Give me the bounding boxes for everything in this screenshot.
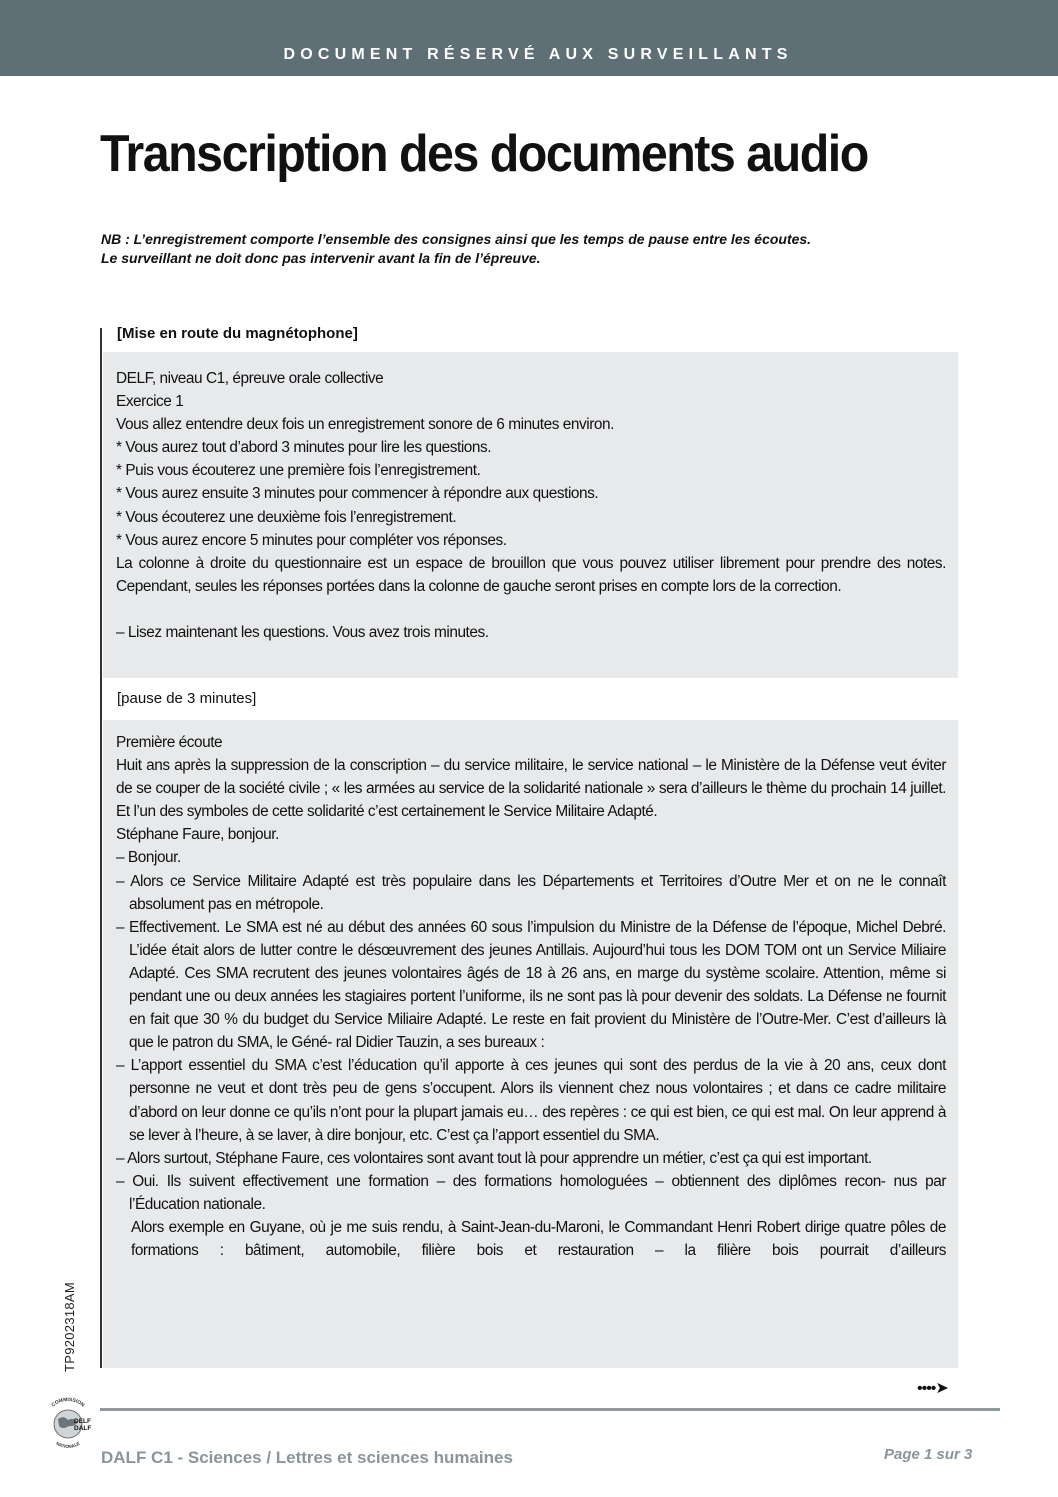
- left-vertical-rule: [100, 328, 102, 1368]
- banner-text: DOCUMENT RÉSERVÉ AUX SURVEILLANTS: [283, 46, 793, 63]
- logo-text-bottom: NATIONALE: [55, 1440, 81, 1450]
- instructions-line: Exercice 1: [116, 393, 184, 411]
- transcript-heading: Première écoute: [116, 734, 223, 751]
- top-banner: [0, 0, 1058, 76]
- page-title: Transcription des documents audio: [100, 125, 868, 183]
- transcript-turn: – Alors ce Service Militaire Adapté est très populaire dans les Départements et Territoires d’Outre Mer et on ne le connaît absolument pas en métropole.: [116, 872, 946, 913]
- svg-text:NATIONALE: [55, 1441, 80, 1449]
- transcript-text: [116, 731, 946, 1262]
- nb-note: [101, 230, 961, 268]
- nb-line-2: Le surveillant ne doit donc pas intervenir avant la fin de l’épreuve.: [101, 250, 541, 266]
- transcript-turn: – Effectivement. Le SMA est né au début des années 60 sous l’impulsion du Ministre de la Défense de l’époque, Michel Debré. L’idée était alors de lutter contre le désœuvrement des jeunes Antillais. Aujourd’hui tous les DOM TOM ont un Service Miliaire Adapté. Ces SMA recrutent des jeunes volontaires âgés de 18 à 26 ans, en marge du système scolaire. Attention, même si pendant une ou deux années les stagiaires portent l’uniforme, ils ne sont pas là pour devenir des soldats. La Défense ne fournit en fait que 30 % du budget du Service Miliaire Adapté. Le reste en fait provient du Ministère de l’Outre-Mer. C’est d’ailleurs là que le patron du SMA, le Géné- ral Didier Tauzin, a ses bureaux :: [116, 918, 946, 1052]
- instructions-line: * Vous aurez tout d’abord 3 minutes pour lire les questions.: [116, 439, 492, 457]
- delf-dalf-logo: [38, 1393, 98, 1453]
- transcript-greeting: Stéphane Faure, bonjour.: [116, 826, 279, 844]
- instructions-line: * Vous écouterez une deuxième fois l’enregistrement.: [116, 508, 457, 526]
- logo-text-delf: DELF: [74, 1418, 91, 1425]
- footer-page-number: Page 1 sur 3: [884, 1446, 973, 1463]
- footer-exam-title: DALF C1 - Sciences / Lettres et sciences humaines: [101, 1448, 513, 1467]
- instructions-line: * Vous aurez encore 5 minutes pour compléter vos réponses.: [116, 531, 507, 549]
- svg-text:COMMISSION: [50, 1397, 85, 1409]
- instructions-line: DELF, niveau C1, épreuve orale collective: [116, 370, 384, 387]
- stage-direction-pause: [pause de 3 minutes]: [117, 690, 257, 707]
- transcript-turn: – Bonjour.: [116, 849, 181, 867]
- instructions-box: [103, 352, 958, 678]
- instructions-read-now: – Lisez maintenant les questions. Vous avez trois minutes.: [116, 624, 489, 642]
- instructions-text: [116, 367, 946, 644]
- nb-line-1: NB : L’enregistrement comporte l’ensemble des consignes ainsi que les temps de pause entre les écoutes.: [101, 231, 812, 247]
- instructions-line: Vous allez entendre deux fois un enregistrement sonore de 6 minutes environ.: [116, 416, 614, 434]
- next-page-arrow-icon: ••••➤: [917, 1380, 948, 1397]
- logo-text-top: COMMISSION: [50, 1396, 86, 1409]
- transcript-turn: – L’apport essentiel du SMA c’est l’éducation qu’il apporte à ces jeunes qui sont des perdus de la vie à 20 ans, ceux dont personne ne veut et dont très peu de gens s’occupent. Alors ils viennent chez nous volontaires ; et dans ce cadre militaire d’abord on leur donne ce qu’ils n’ont pour la plupart jamais eu… des repères : ce qui est bien, ce qui est mal. On leur apprend à se lever à l’heure, à se laver, à dire bonjour, etc. C’est ça l’apport essentiel du SMA.: [116, 1057, 946, 1144]
- instructions-paragraph: La colonne à droite du questionnaire est un espace de brouillon que vous pouvez utiliser librement pour prendre des notes. Cependant, seules les réponses portées dans la colonne de gauche seront prises en compte lors de la correction.: [116, 554, 946, 595]
- transcript-turn: – Oui. Ils suivent effectivement une formation – des formations homologuées – obtiennent des diplômes recon- nus par l’Éducation nationale.: [116, 1172, 946, 1213]
- logo-text-dalf: DALF: [74, 1425, 92, 1432]
- transcript-closing: Alors exemple en Guyane, où je me suis rendu, à Saint-Jean-du-Maroni, le Commandant Henri Robert dirige quatre pôles de formations : bâtiment, automobile, filière bois et restauration – la filière bois pourrait d’ailleurs: [131, 1218, 946, 1260]
- transcript-turn: – Alors surtout, Stéphane Faure, ces volontaires sont avant tout là pour apprendre un métier, c’est ça qui est important.: [116, 1149, 872, 1167]
- stage-direction-start: [Mise en route du magnétophone]: [117, 325, 358, 342]
- transcript-box: [103, 720, 958, 1368]
- side-document-code: TP9202318AM: [62, 1281, 77, 1372]
- footer-rule: [100, 1408, 1000, 1411]
- transcript-intro: Huit ans après la suppression de la conscription – du service militaire, le service national – le Ministère de la Défense veut éviter de se couper de la société civile ; « les armées au service de la solidarité nationale » sera d’ailleurs le thème du prochain 14 juillet. Et l’un des symboles de cette solidarité c’est certainement le Service Militaire Adapté.: [116, 757, 946, 821]
- instructions-line: * Puis vous écouterez une première fois l’enregistrement.: [116, 462, 481, 480]
- instructions-line: * Vous aurez ensuite 3 minutes pour commencer à répondre aux questions.: [116, 485, 599, 503]
